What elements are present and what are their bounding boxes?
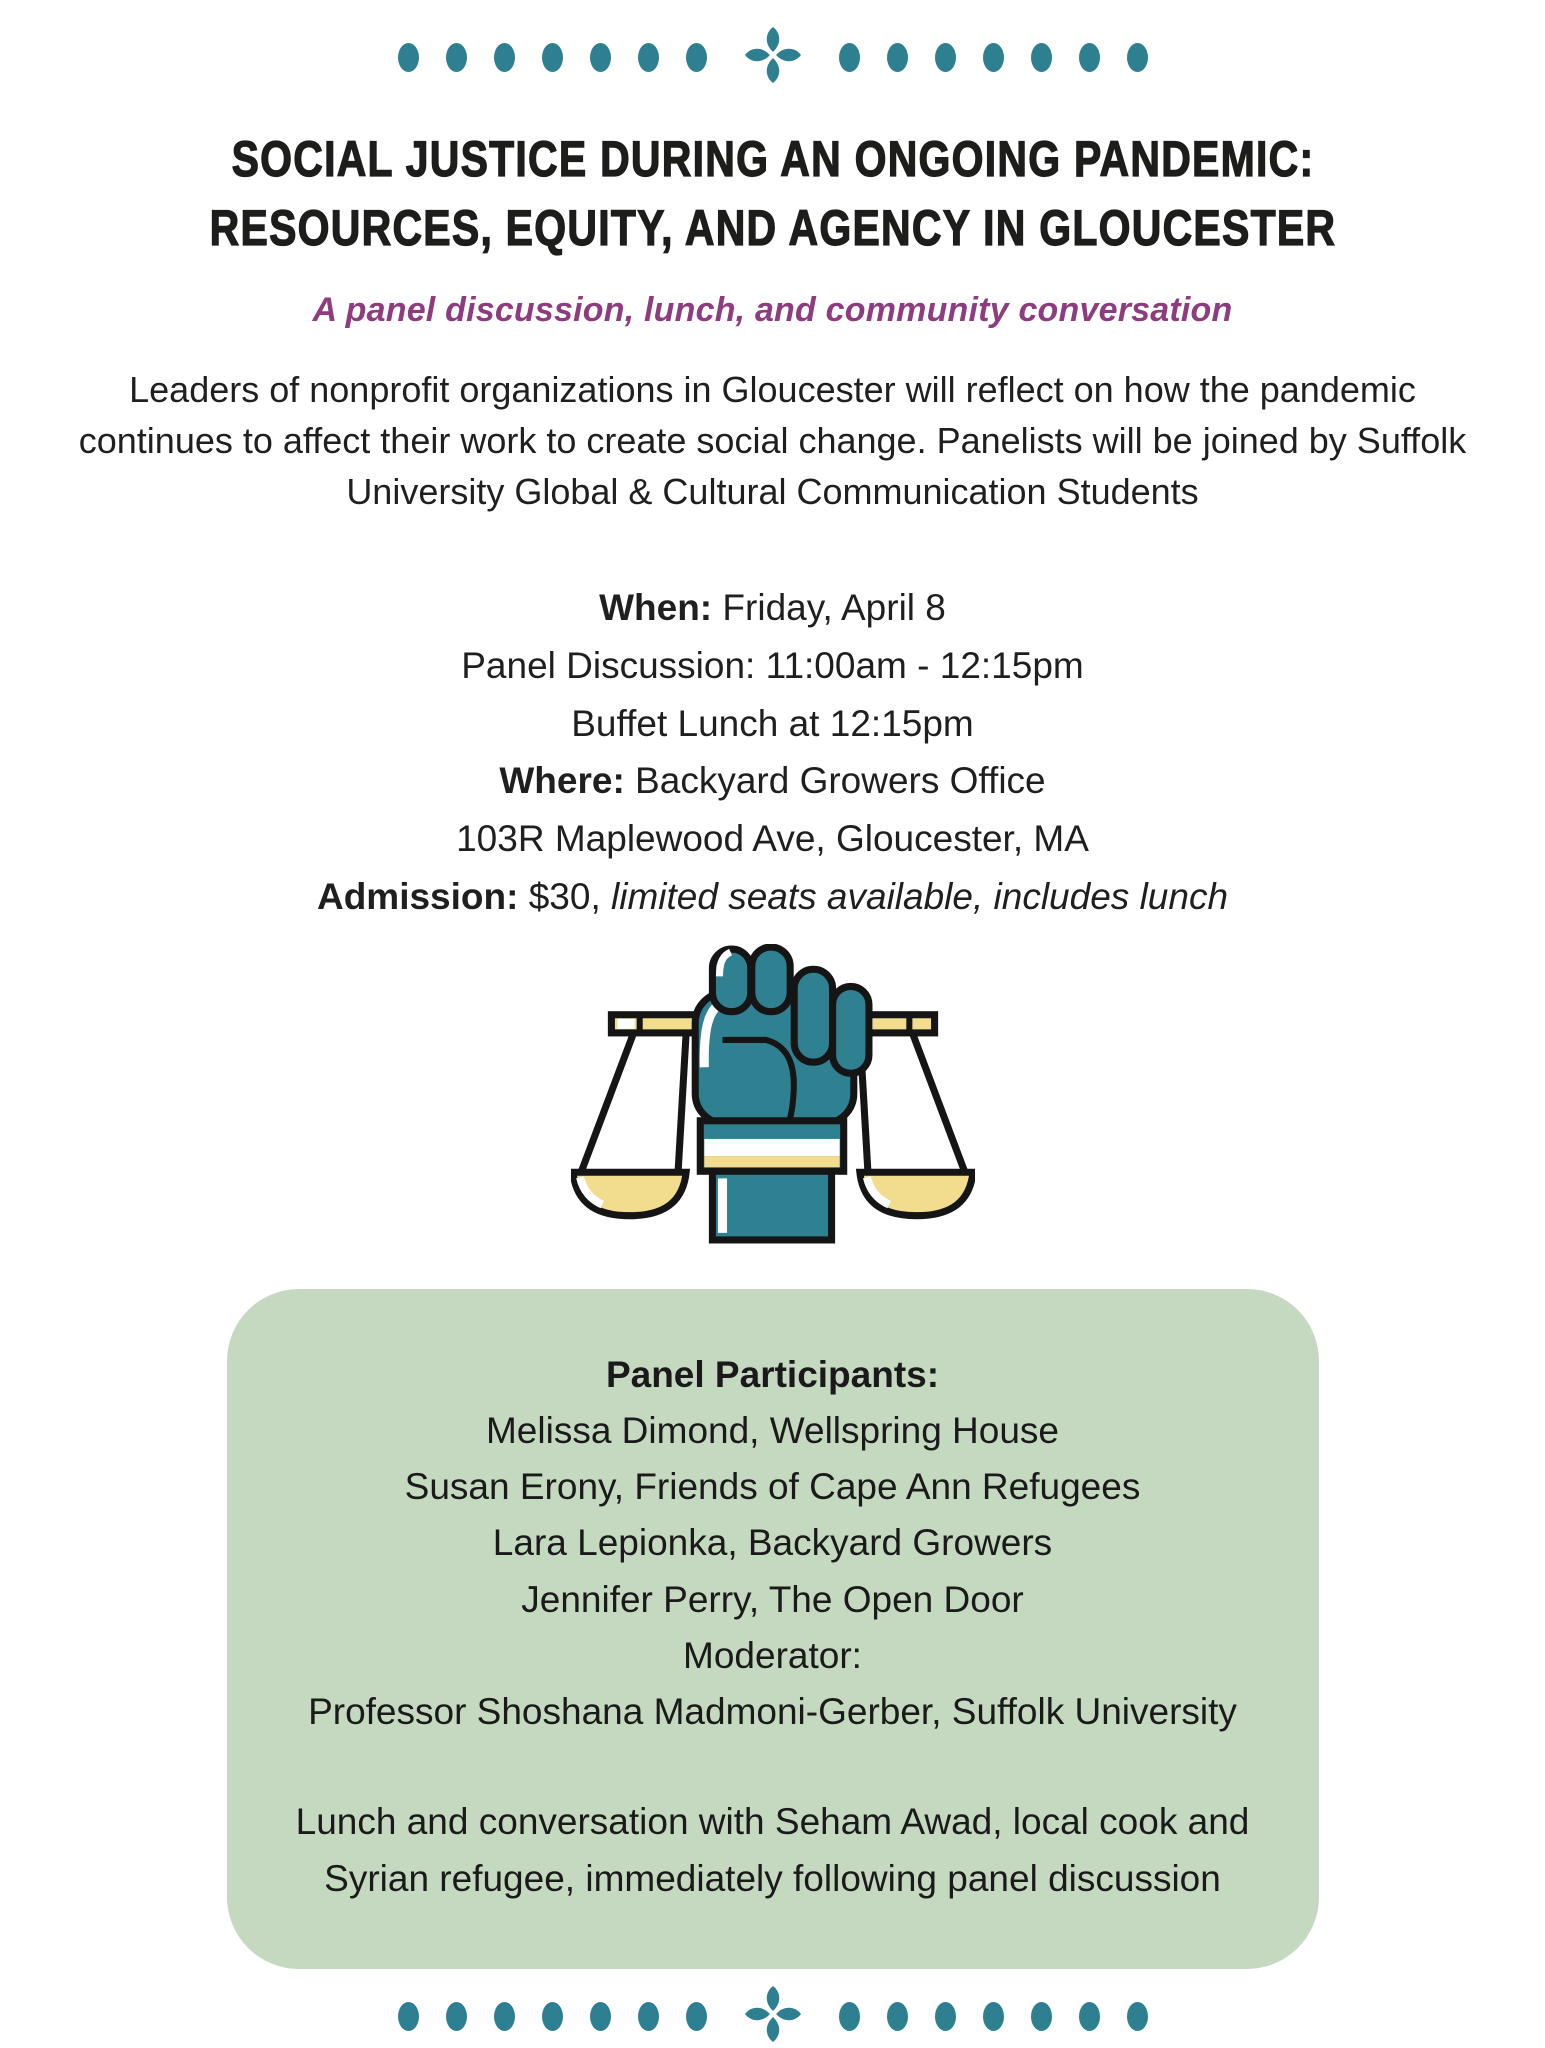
dot-icon (494, 2002, 515, 2031)
dot-icon (1127, 43, 1148, 72)
participant-row: Melissa Dimond, Wellspring House (485, 1409, 1060, 1451)
when-label: When: (599, 587, 713, 629)
admission-note: limited seats available, includes lunch (611, 875, 1229, 917)
where-line (317, 752, 1228, 810)
when-line (317, 579, 1228, 637)
dot-icon (398, 43, 419, 72)
dot-icon (638, 43, 659, 72)
dot-icon (542, 2002, 563, 2031)
flower-ornament-icon (744, 26, 802, 89)
dot-icon (1031, 2002, 1052, 2031)
event-details (317, 579, 1228, 925)
title-line-2: RESOURCES, EQUITY, AND AGENCY IN GLOUCESTER (209, 200, 1336, 256)
dot-icon (839, 43, 860, 72)
top-dotted-divider (398, 27, 1148, 87)
dot-icon (398, 2002, 419, 2031)
page-title (86, 125, 1460, 263)
dot-icon (638, 2002, 659, 2031)
dot-icon (590, 43, 611, 72)
dot-icon (1079, 2002, 1100, 2031)
participant-row: Jennifer Perry, The Open Door (521, 1578, 1024, 1620)
fist-scales-of-justice-illustration (571, 944, 975, 1249)
bottom-dotted-divider (398, 1987, 1148, 2047)
when-text: Friday, April 8 (712, 587, 946, 629)
admission-label: Admission: (316, 875, 519, 917)
dot-icon (935, 43, 956, 72)
admission-price: $30, (518, 875, 612, 917)
panel-participants-box (227, 1289, 1319, 1969)
where-text: Backyard Growers Office (624, 760, 1046, 802)
dot-icon (983, 2002, 1004, 2031)
panel-participants-heading: Panel Participants: (605, 1353, 940, 1395)
dot-icon (494, 43, 515, 72)
panel-time-line: Panel Discussion: 11:00am - 12:15pm (461, 645, 1084, 687)
participant-row: Lara Lepionka, Backyard Growers (492, 1522, 1053, 1564)
title-line-1: SOCIAL JUSTICE DURING AN ONGOING PANDEMIC: (231, 131, 1314, 187)
dot-icon (887, 43, 908, 72)
dot-icon (446, 2002, 467, 2031)
dot-icon (590, 2002, 611, 2031)
dot-icon (1031, 43, 1052, 72)
dot-icon (686, 43, 707, 72)
intro-paragraph: Leaders of nonprofit organizations in Gloucester will reflect on how the pandemic continues to affect their work to create social change. Panelists will be joined by Suffolk University Global & Cultural Communication Students (78, 369, 1467, 513)
lunch-note: Lunch and conversation with Seham Awad, local cook and Syrian refugee, immediately following panel discussion (295, 1801, 1250, 1899)
dot-icon (1127, 2002, 1148, 2031)
subtitle: A panel discussion, lunch, and community conversation (312, 291, 1233, 329)
moderator-label: Moderator: (683, 1634, 862, 1676)
admission-line (317, 868, 1228, 926)
where-label: Where: (499, 760, 625, 802)
moderator-name: Professor Shoshana Madmoni-Gerber, Suffolk University (308, 1691, 1237, 1733)
dot-icon (935, 2002, 956, 2031)
dot-icon (542, 43, 563, 72)
dot-icon (1079, 43, 1100, 72)
dot-icon (887, 2002, 908, 2031)
flower-ornament-icon (744, 1985, 802, 2048)
participant-row: Susan Erony, Friends of Cape Ann Refugees (404, 1466, 1141, 1508)
address-line: 103R Maplewood Ave, Gloucester, MA (456, 818, 1089, 860)
dot-icon (686, 2002, 707, 2031)
dot-icon (839, 2002, 860, 2031)
lunch-time-line: Buffet Lunch at 12:15pm (571, 702, 974, 744)
dot-icon (983, 43, 1004, 72)
dot-icon (446, 43, 467, 72)
